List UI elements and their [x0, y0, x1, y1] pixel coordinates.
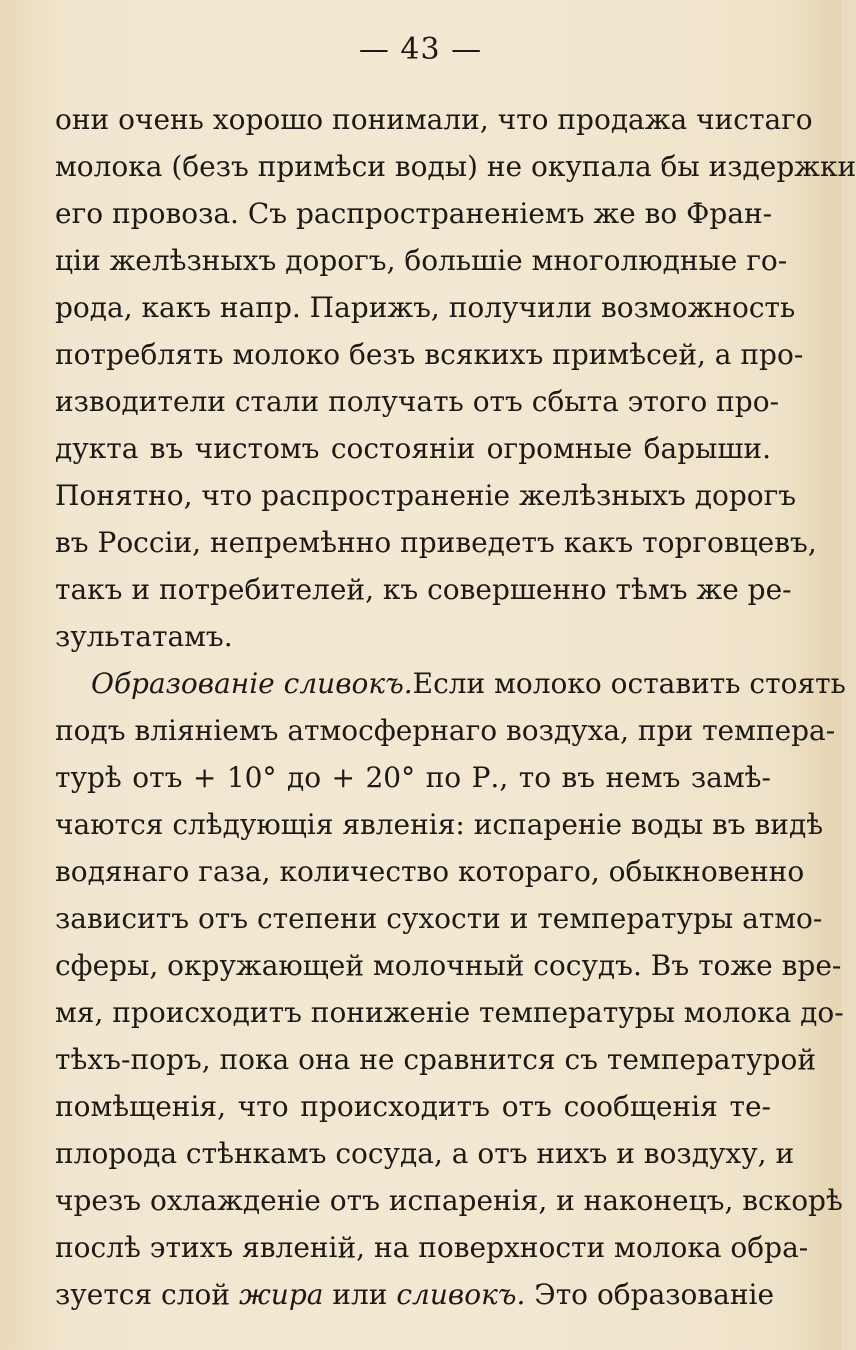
text-line: потреблять молоко безъ всякихъ примѣсей, а про-	[55, 338, 804, 371]
text-segment: или	[332, 1278, 388, 1311]
text-line: дукта въ чистомъ состояніи огромные барыши.	[55, 432, 771, 465]
text-segment: Это образованіе	[534, 1278, 775, 1311]
text-line: рода, какъ напр. Парижъ, получили возможность	[55, 291, 796, 324]
emphasis-fat: жира	[238, 1278, 324, 1311]
text-line: зультатамъ.	[55, 620, 233, 653]
text-line: послѣ этихъ явленій, на поверхности молока обра-	[55, 1231, 809, 1264]
section-first-line-text: Если молоко оставить стоять	[412, 667, 846, 700]
section-heading: Образованіе сливокъ.	[91, 667, 413, 700]
text-line: чрезъ охлажденіе отъ испаренія, и наконецъ, вскорѣ	[55, 1184, 843, 1217]
text-line: помѣщенія, что происходитъ отъ сообщенія те-	[55, 1090, 771, 1123]
text-line: зависитъ отъ степени сухости и температуры атмо-	[55, 902, 823, 935]
text-line: ціи желѣзныхъ дорогъ, большіе многолюдные го-	[55, 244, 788, 277]
text-line: тѣхъ-поръ, пока она не сравнится съ температурой	[55, 1043, 816, 1076]
section-first-line	[55, 660, 846, 707]
text-line: они очень хорошо понимали, что продажа чистаго	[55, 103, 813, 136]
text-line: его провоза. Съ распространеніемъ же во Фран-	[55, 197, 773, 230]
text-line: сферы, окружающей молочный сосудъ. Въ тоже вре-	[55, 949, 842, 982]
body-text	[55, 96, 856, 1318]
text-line: плорода стѣнкамъ сосуда, а отъ нихъ и воздуху, и	[55, 1137, 795, 1170]
text-line: въ Россіи, непремѣнно приведетъ какъ торговцевъ,	[55, 526, 817, 559]
emphasis-cream: сливокъ.	[396, 1278, 526, 1311]
text-line: турѣ отъ + 10° до + 20° по Р., то въ немъ замѣ-	[55, 761, 771, 794]
page-number: — 43 —	[358, 32, 483, 67]
text-line: подъ вліяніемъ атмосфернаго воздуха, при темпера-	[55, 714, 836, 747]
final-text-line	[55, 1271, 775, 1318]
text-line: изводители стали получать отъ сбыта этого про-	[55, 385, 780, 418]
text-line: такъ и потребителей, къ совершенно тѣмъ же ре-	[55, 573, 792, 606]
text-line: мя, происходитъ пониженіе температуры молока до-	[55, 996, 844, 1029]
text-segment: зуется слой	[55, 1278, 231, 1311]
text-line: молока (безъ примѣси воды) не окупала бы издержки	[55, 150, 856, 183]
text-line: чаются слѣдующія явленія: испареніе воды въ видѣ	[55, 808, 824, 841]
text-line: водянаго газа, количество котораго, обыкновенно	[55, 855, 805, 888]
text-line: Понятно, что распространеніе желѣзныхъ дорогъ	[55, 479, 797, 512]
